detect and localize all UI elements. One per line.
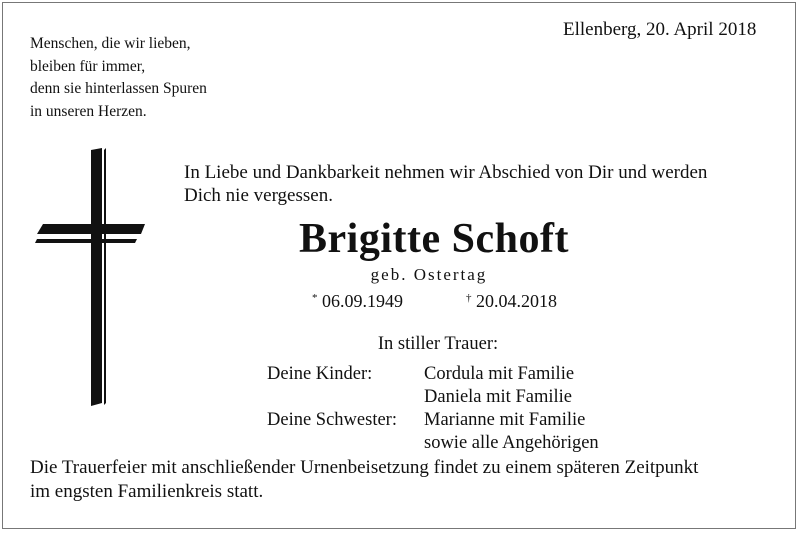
death-date bbox=[466, 291, 557, 312]
birth-date-value: 06.09.1949 bbox=[322, 291, 403, 311]
footer-line: im engsten Familienkreis statt. bbox=[30, 481, 264, 502]
motto bbox=[30, 33, 207, 123]
family-label bbox=[267, 432, 397, 455]
motto-line: bleiben für immer, bbox=[30, 57, 146, 75]
family-name: Daniela mit Familie bbox=[424, 387, 572, 407]
family-name: sowie alle Angehörigen bbox=[424, 433, 599, 453]
funeral-notice bbox=[30, 456, 698, 504]
intro-text bbox=[184, 161, 707, 207]
family-labels bbox=[267, 363, 397, 455]
motto-line: Menschen, die wir lieben, bbox=[30, 35, 191, 52]
maiden-name: geb. Ostertag bbox=[370, 265, 488, 284]
intro-line: Dich nie vergessen. bbox=[184, 185, 333, 206]
birth-symbol: * bbox=[312, 292, 318, 304]
family-label bbox=[267, 386, 397, 409]
obituary-notice bbox=[2, 2, 796, 529]
family-label: Deine Schwester: bbox=[267, 410, 397, 430]
family-label: Deine Kinder: bbox=[267, 364, 373, 384]
family-names bbox=[424, 363, 599, 455]
motto-line: denn sie hinterlassen Spuren bbox=[30, 80, 207, 97]
death-symbol: † bbox=[466, 292, 472, 304]
intro-line: In Liebe und Dankbarkeit nehmen wir Abschied von Dir und werden bbox=[184, 162, 708, 183]
footer-line: Die Trauerfeier mit anschließender Urnenbeisetzung findet zu einem späteren Zeitpunkt bbox=[30, 457, 699, 478]
birth-date bbox=[312, 291, 403, 312]
family-name: Cordula mit Familie bbox=[424, 364, 575, 384]
mourning-label: In stiller Trauer: bbox=[377, 334, 499, 354]
place-date: Ellenberg, 20. April 2018 bbox=[563, 19, 757, 40]
family-name: Marianne mit Familie bbox=[424, 410, 586, 430]
death-date-value: 20.04.2018 bbox=[476, 291, 557, 311]
deceased-name: Brigitte Schoft bbox=[299, 216, 569, 262]
motto-line: in unseren Herzen. bbox=[30, 102, 147, 120]
